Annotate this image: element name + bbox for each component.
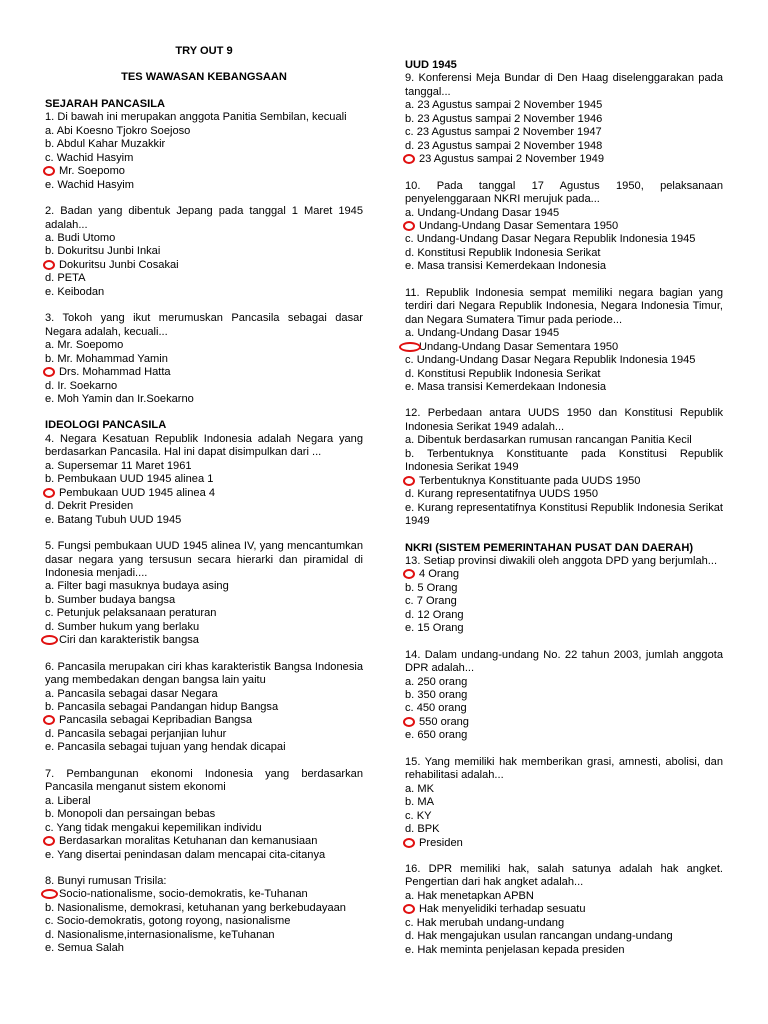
option-16c: c. Hak merubah undang-undang bbox=[405, 916, 565, 929]
option-3d: d. Ir. Soekarno bbox=[45, 379, 118, 392]
option-5b: b. Sumber budaya bangsa bbox=[45, 593, 176, 606]
option-8b: b. Nasionalisme, demokrasi, ketuhanan yang berkebudayaan bbox=[45, 901, 346, 914]
answer-mark-icon bbox=[403, 476, 415, 486]
question-4: 4. Negara Kesatuan Republik Indonesia adalah Negara yang berdasarkan Pancasila. Hal ini dapat disimpulkan dari ... bbox=[45, 432, 363, 459]
option-4b: b. Pembukaan UUD 1945 alinea 1 bbox=[45, 473, 214, 486]
question-1: 1. Di bawah ini merupakan anggota Panitia Sembilan, kecuali bbox=[45, 111, 347, 124]
option-16d: d. Hak mengajukan usulan rancangan undang-undang bbox=[405, 930, 673, 943]
option-6d: d. Pancasila sebagai perjanjian luhur bbox=[45, 727, 227, 740]
option-2d: d. PETA bbox=[45, 272, 86, 285]
option-12a: a. Dibentuk berdasarkan rumusan rancangan Panitia Kecil bbox=[405, 434, 692, 447]
option-2c-marked: Dokuritsu Junbi Cosakai bbox=[45, 259, 363, 272]
option-10d: d. Konstitusi Republik Indonesia Serikat bbox=[405, 246, 601, 259]
option-12e: e. Kurang representatifnya Konstitusi Republik Indonesia Serikat 1949 bbox=[405, 501, 723, 528]
option-4d: d. Dekrit Presiden bbox=[45, 500, 134, 513]
option-3e: e. Moh Yamin dan Ir.Soekarno bbox=[45, 392, 194, 405]
option-16b-marked: Hak menyelidiki terhadap sesuatu bbox=[405, 903, 723, 916]
option-4a: a. Supersemar 11 Maret 1961 bbox=[45, 459, 192, 472]
question-3: 3. Tokoh yang ikut merumuskan Pancasila sebagai dasar Negara adalah, kecuali... bbox=[45, 312, 363, 338]
answer-mark-icon bbox=[399, 342, 421, 352]
option-10a: a. Undang-Undang Dasar 1945 bbox=[405, 206, 560, 219]
option-7e: e. Yang disertai penindasan dalam mencapai cita-citanya bbox=[45, 848, 326, 861]
right-column bbox=[405, 59, 723, 957]
option-1a: a. Abi Koesno Tjokro Soejoso bbox=[45, 124, 191, 137]
option-9e-marked: 23 Agustus sampai 2 November 1949 bbox=[405, 153, 723, 166]
question-8: 8. Bunyi rumusan Trisila: bbox=[45, 875, 167, 888]
option-3c-marked: Drs. Mohammad Hatta bbox=[45, 366, 363, 379]
option-8d: d. Nasionalisme,internasionalisme, keTuhanan bbox=[45, 928, 275, 941]
left-column bbox=[45, 45, 363, 956]
option-6e: e. Pancasila sebagai tujuan yang hendak dicapai bbox=[45, 741, 286, 754]
option-11b-marked: Undang-Undang Dasar Sementara 1950 bbox=[405, 341, 723, 354]
doc-subtitle: TES WAWASAN KEBANGSAAN bbox=[121, 71, 287, 84]
doc-title: TRY OUT 9 bbox=[175, 45, 233, 57]
option-9b: b. 23 Agustus sampai 2 November 1946 bbox=[405, 112, 603, 125]
question-7: 7. Pembangunan ekonomi Indonesia yang berdasarkan Pancasila menganut sistem ekonomi bbox=[45, 767, 363, 794]
option-2e: e. Keibodan bbox=[45, 285, 105, 298]
option-13e: e. 15 Orang bbox=[405, 622, 464, 635]
question-11: 11. Republik Indonesia sempat memiliki negara bagian yang terdiri dari Negara Republik Indonesia, Negara Indonesia Timur, dan Negara Sumatera Timur pada periode... bbox=[405, 286, 723, 326]
question-15: 15. Yang memiliki hak memberikan grasi, amnesti, abolisi, dan rehabilitasi adalah... bbox=[405, 755, 723, 782]
option-7c: c. Yang tidak mengakui kepemilikan individu bbox=[45, 821, 262, 834]
answer-mark-icon bbox=[43, 488, 55, 498]
option-13c: c. 7 Orang bbox=[405, 595, 457, 608]
question-12: 12. Perbedaan antara UUDS 1950 dan Konstitusi Republik Indonesia Serikat 1949 adalah... bbox=[405, 407, 723, 433]
section-nkri: NKRI (SISTEM PEMERINTAHAN PUSAT DAN DAERAH) bbox=[405, 541, 694, 554]
option-14e: e. 650 orang bbox=[405, 729, 468, 742]
option-14d-marked: 550 orang bbox=[405, 716, 723, 729]
option-2a: a. Budi Utomo bbox=[45, 231, 116, 244]
option-13b: b. 5 Orang bbox=[405, 581, 458, 594]
option-11e: e. Masa transisi Kemerdekaan Indonesia bbox=[405, 380, 607, 393]
question-9: 9. Konferensi Meja Bundar di Den Haag diselenggarakan pada tanggal... bbox=[405, 72, 723, 98]
answer-mark-icon bbox=[403, 717, 415, 727]
option-12d: d. Kurang representatifnya UUDS 1950 bbox=[405, 488, 599, 501]
option-9d: d. 23 Agustus sampai 2 November 1948 bbox=[405, 139, 603, 152]
option-15d: d. BPK bbox=[405, 823, 440, 836]
option-1b: b. Abdul Kahar Muzakkir bbox=[45, 138, 166, 151]
option-9c: c. 23 Agustus sampai 2 November 1947 bbox=[405, 126, 602, 139]
option-11c: c. Undang-Undang Dasar Negara Republik Indonesia 1945 bbox=[405, 354, 696, 367]
option-10e: e. Masa transisi Kemerdekaan Indonesia bbox=[405, 260, 607, 273]
option-6b: b. Pancasila sebagai Pandangan hidup Bangsa bbox=[45, 701, 279, 714]
option-8c: c. Socio-demokratis, gotong royong, nasionalisme bbox=[45, 915, 291, 928]
question-13: 13. Setiap provinsi diwakili oleh anggota DPD yang berjumlah... bbox=[405, 554, 718, 567]
option-11a: a. Undang-Undang Dasar 1945 bbox=[405, 327, 560, 340]
option-14a: a. 250 orang bbox=[405, 675, 468, 688]
option-4e: e. Batang Tubuh UUD 1945 bbox=[45, 513, 182, 526]
question-14: 14. Dalam undang-undang No. 22 tahun 2003, jumlah anggota DPR adalah... bbox=[405, 648, 723, 675]
question-6: 6. Pancasila merupakan ciri khas karakteristik Bangsa Indonesia yang membedakan dengan bangsa lain yaitu bbox=[45, 660, 363, 687]
section-sejarah: SEJARAH PANCASILA bbox=[45, 97, 165, 110]
option-10c: c. Undang-Undang Dasar Negara Republik Indonesia 1945 bbox=[405, 233, 696, 246]
question-5: 5. Fungsi pembukaan UUD 1945 alinea IV, yang mencantumkan dasar negara yang tersusun secara hierarki dan piramidal di Indonesia menjadi.... bbox=[45, 540, 363, 579]
option-1c: c. Wachid Hasyim bbox=[45, 151, 134, 164]
answer-mark-icon bbox=[403, 838, 415, 848]
option-11d: d. Konstitusi Republik Indonesia Serikat bbox=[405, 367, 601, 380]
option-15c: c. KY bbox=[405, 809, 432, 822]
option-5a: a. Filter bagi masuknya budaya asing bbox=[45, 580, 229, 593]
section-ideologi: IDEOLOGI PANCASILA bbox=[45, 419, 167, 432]
option-6c-marked: Pancasila sebagai Kepribadian Bangsa bbox=[45, 714, 363, 727]
option-15e-marked: Presiden bbox=[405, 837, 723, 850]
option-12b: b. Terbentuknya Konstituante pada Konstitusi Republik Indonesia Serikat 1949 bbox=[405, 447, 723, 474]
option-5e-marked: Ciri dan karakteristik bangsa bbox=[45, 634, 363, 647]
option-12c-marked: Terbentuknya Konstituante pada UUDS 1950 bbox=[405, 475, 723, 488]
question-10: 10. Pada tanggal 17 Agustus 1950, pelaksanaan penyelenggaraan NKRI merujuk pada... bbox=[405, 179, 723, 206]
option-3b: b. Mr. Mohammad Yamin bbox=[45, 352, 168, 365]
option-3a: a. Mr. Soepomo bbox=[45, 339, 124, 352]
question-2: 2. Badan yang dibentuk Jepang pada tanggal 1 Maret 1945 adalah... bbox=[45, 205, 363, 231]
option-4c-marked: Pembukaan UUD 1945 alinea 4 bbox=[45, 487, 363, 500]
section-uud: UUD 1945 bbox=[405, 59, 457, 71]
option-5d: d. Sumber hukum yang berlaku bbox=[45, 620, 200, 633]
question-16: 16. DPR memiliki hak, salah satunya adalah hak angket. Pengertian dari hak angket adalah... bbox=[405, 863, 723, 889]
answer-mark-icon bbox=[43, 367, 55, 377]
option-1d-marked: Mr. Soepomo bbox=[45, 165, 363, 178]
option-2b: b. Dokuritsu Junbi Inkai bbox=[45, 245, 161, 258]
option-6a: a. Pancasila sebagai dasar Negara bbox=[45, 687, 218, 700]
answer-mark-icon bbox=[403, 221, 415, 231]
option-15b: b. MA bbox=[405, 796, 434, 809]
option-16e: e. Hak meminta penjelasan kepada presiden bbox=[405, 943, 625, 956]
option-9a: a. 23 Agustus sampai 2 November 1945 bbox=[405, 99, 603, 112]
option-1e: e. Wachid Hasyim bbox=[45, 178, 134, 191]
option-14b: b. 350 orang bbox=[405, 689, 468, 702]
option-10b-marked: Undang-Undang Dasar Sementara 1950 bbox=[405, 220, 723, 233]
option-7d-marked: Berdasarkan moralitas Ketuhanan dan kemanusiaan bbox=[45, 835, 363, 848]
option-8e: e. Semua Salah bbox=[45, 942, 124, 955]
answer-mark-icon bbox=[43, 260, 55, 270]
option-7a: a. Liberal bbox=[45, 794, 91, 807]
option-13d: d. 12 Orang bbox=[405, 608, 464, 621]
option-8a-marked: Socio-nationalisme, socio-demokratis, ke-Tuhanan bbox=[45, 888, 363, 901]
option-13a-marked: 4 Orang bbox=[405, 568, 723, 581]
option-16a: a. Hak menetapkan APBN bbox=[405, 889, 534, 902]
option-14c: c. 450 orang bbox=[405, 702, 467, 715]
option-15a: a. MK bbox=[405, 782, 434, 795]
option-7b: b. Monopoli dan persaingan bebas bbox=[45, 808, 216, 821]
option-5c: c. Petunjuk pelaksanaan peraturan bbox=[45, 607, 217, 620]
